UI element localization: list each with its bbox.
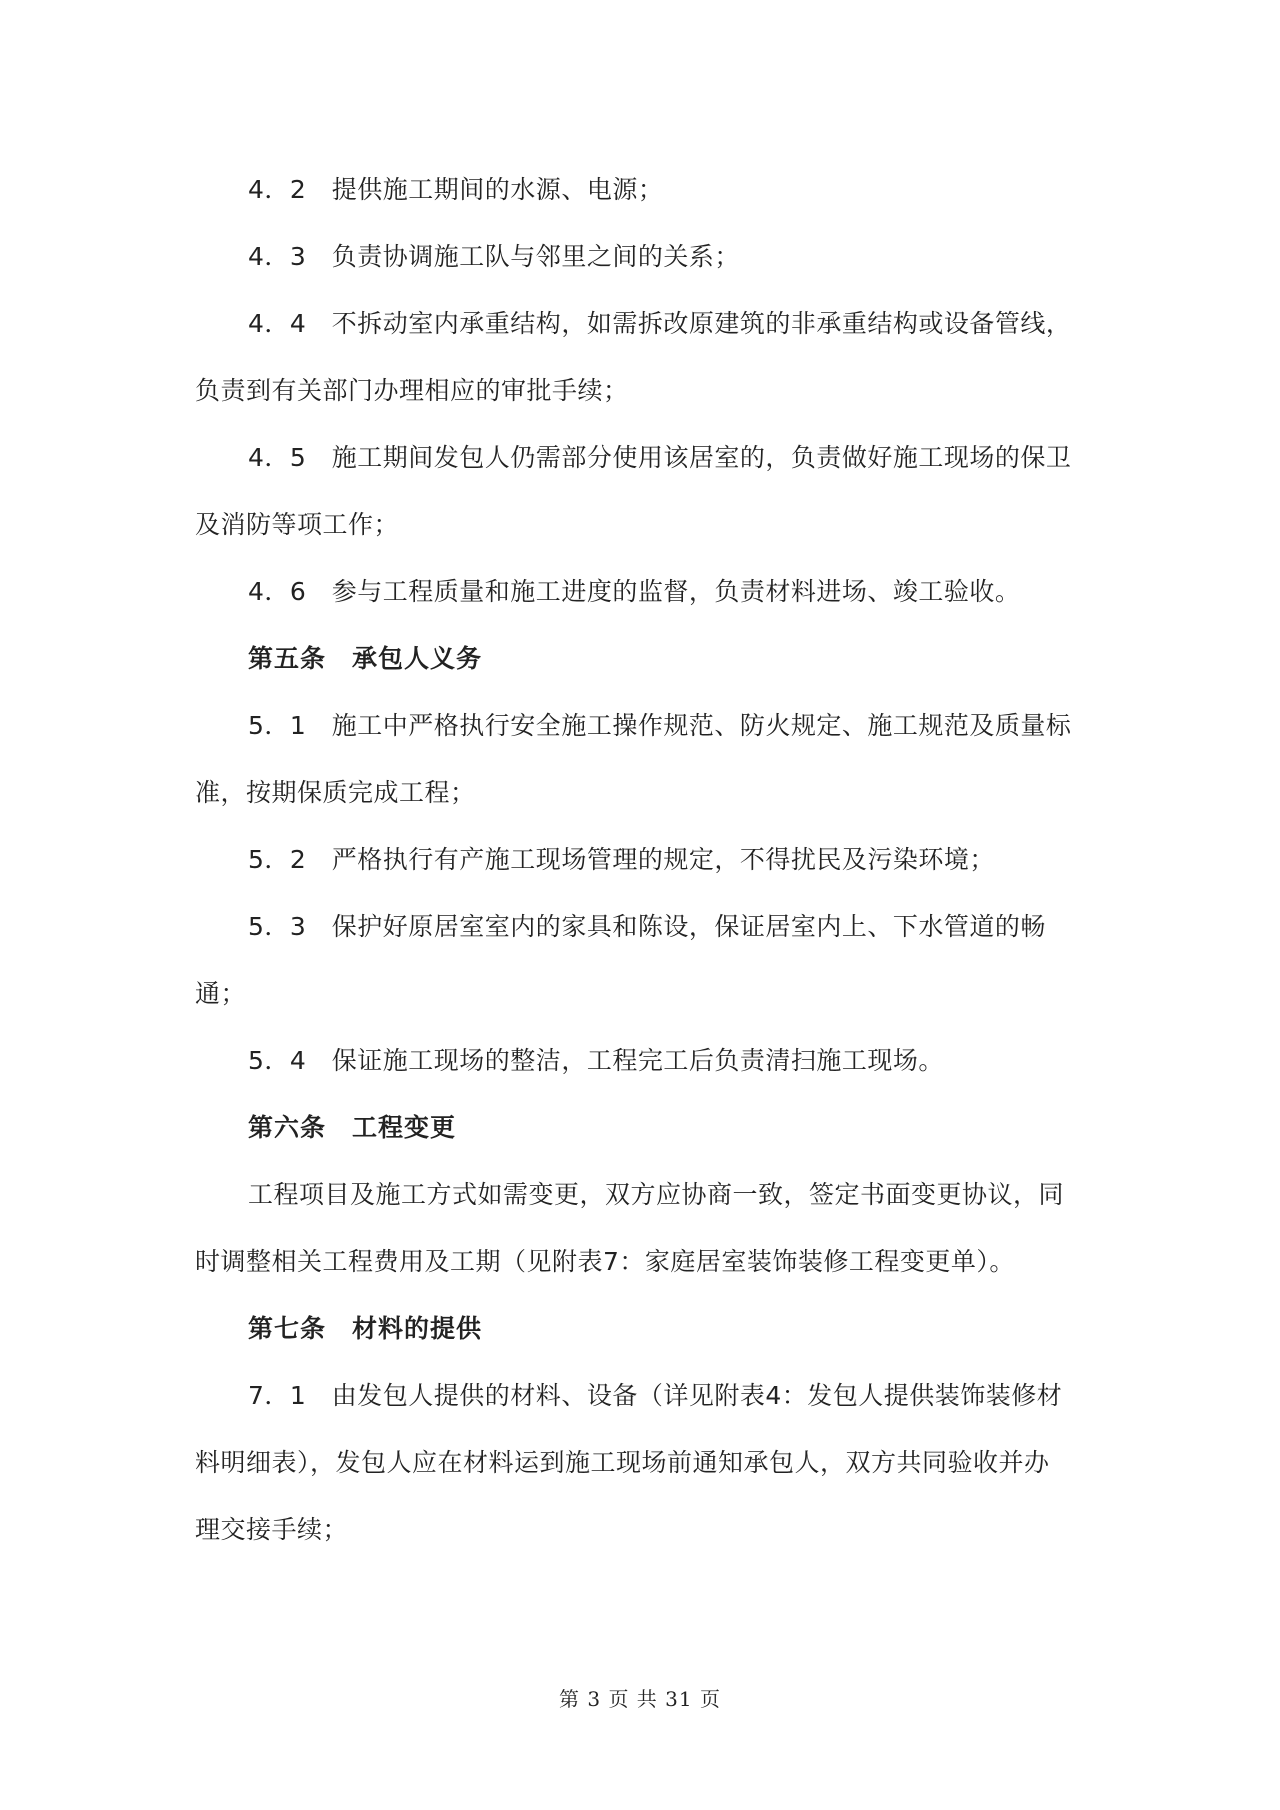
section-heading: 第六条 工程变更 — [248, 1113, 457, 1142]
clause-7-1 — [195, 1362, 1090, 1563]
page-number-footer: 第 3 页 共 31 页 — [559, 1687, 721, 1711]
paragraph-line: 4．4 不拆动室内承重结构，如需拆改原建筑的非承重结构或设备管线， — [248, 309, 1072, 338]
paragraph-line: 7．1 由发包人提供的材料、设备（详见附表4：发包人提供装饰装修材 — [248, 1381, 1063, 1410]
clause-4-3 — [195, 223, 1090, 290]
paragraph-line: 通； — [195, 979, 247, 1008]
paragraph-line: 5．1 施工中严格执行安全施工操作规范、防火规定、施工规范及质量标 — [248, 711, 1072, 740]
paragraph-line: 4．3 负责协调施工队与邻里之间的关系； — [248, 242, 740, 271]
paragraph-line: 5．4 保证施工现场的整洁，工程完工后负责清扫施工现场。 — [248, 1046, 944, 1075]
paragraph-line: 负责到有关部门办理相应的审批手续； — [195, 376, 629, 405]
paragraph-line: 准，按期保质完成工程； — [195, 778, 476, 807]
section-heading: 第七条 材料的提供 — [248, 1314, 483, 1343]
clause-4-6 — [195, 558, 1090, 625]
paragraph-line: 5．2 严格执行有产施工现场管理的规定，不得扰民及污染环境； — [248, 845, 995, 874]
clause-5-1 — [195, 692, 1090, 826]
clause-4-2 — [195, 156, 1090, 223]
paragraph-line: 理交接手续； — [195, 1515, 349, 1544]
paragraph-line: 及消防等项工作； — [195, 510, 400, 539]
article-7-heading — [195, 1295, 1090, 1362]
clause-5-2 — [195, 826, 1090, 893]
article-6-heading — [195, 1094, 1090, 1161]
clause-5-3 — [195, 893, 1090, 1027]
paragraph-line: 5．3 保护好原居室室内的家具和陈设，保证居室内上、下水管道的畅 — [248, 912, 1046, 941]
article-5-heading — [195, 625, 1090, 692]
paragraph-line: 工程项目及施工方式如需变更，双方应协商一致，签定书面变更协议，同 — [248, 1180, 1065, 1209]
clause-4-5 — [195, 424, 1090, 558]
paragraph-line: 料明细表），发包人应在材料运到施工现场前通知承包人，双方共同验收并办 — [195, 1448, 1050, 1477]
paragraph-line: 4．6 参与工程质量和施工进度的监督，负责材料进场、竣工验收。 — [248, 577, 1021, 606]
paragraph-line: 4．2 提供施工期间的水源、电源； — [248, 175, 664, 204]
clause-5-4 — [195, 1027, 1090, 1094]
paragraph-line: 时调整相关工程费用及工期（见附表7：家庭居室装饰装修工程变更单）。 — [195, 1247, 1015, 1276]
clause-4-4 — [195, 290, 1090, 424]
section-heading: 第五条 承包人义务 — [248, 644, 483, 673]
article-6-body — [195, 1161, 1090, 1295]
paragraph-line: 4．5 施工期间发包人仍需部分使用该居室的，负责做好施工现场的保卫 — [248, 443, 1072, 472]
